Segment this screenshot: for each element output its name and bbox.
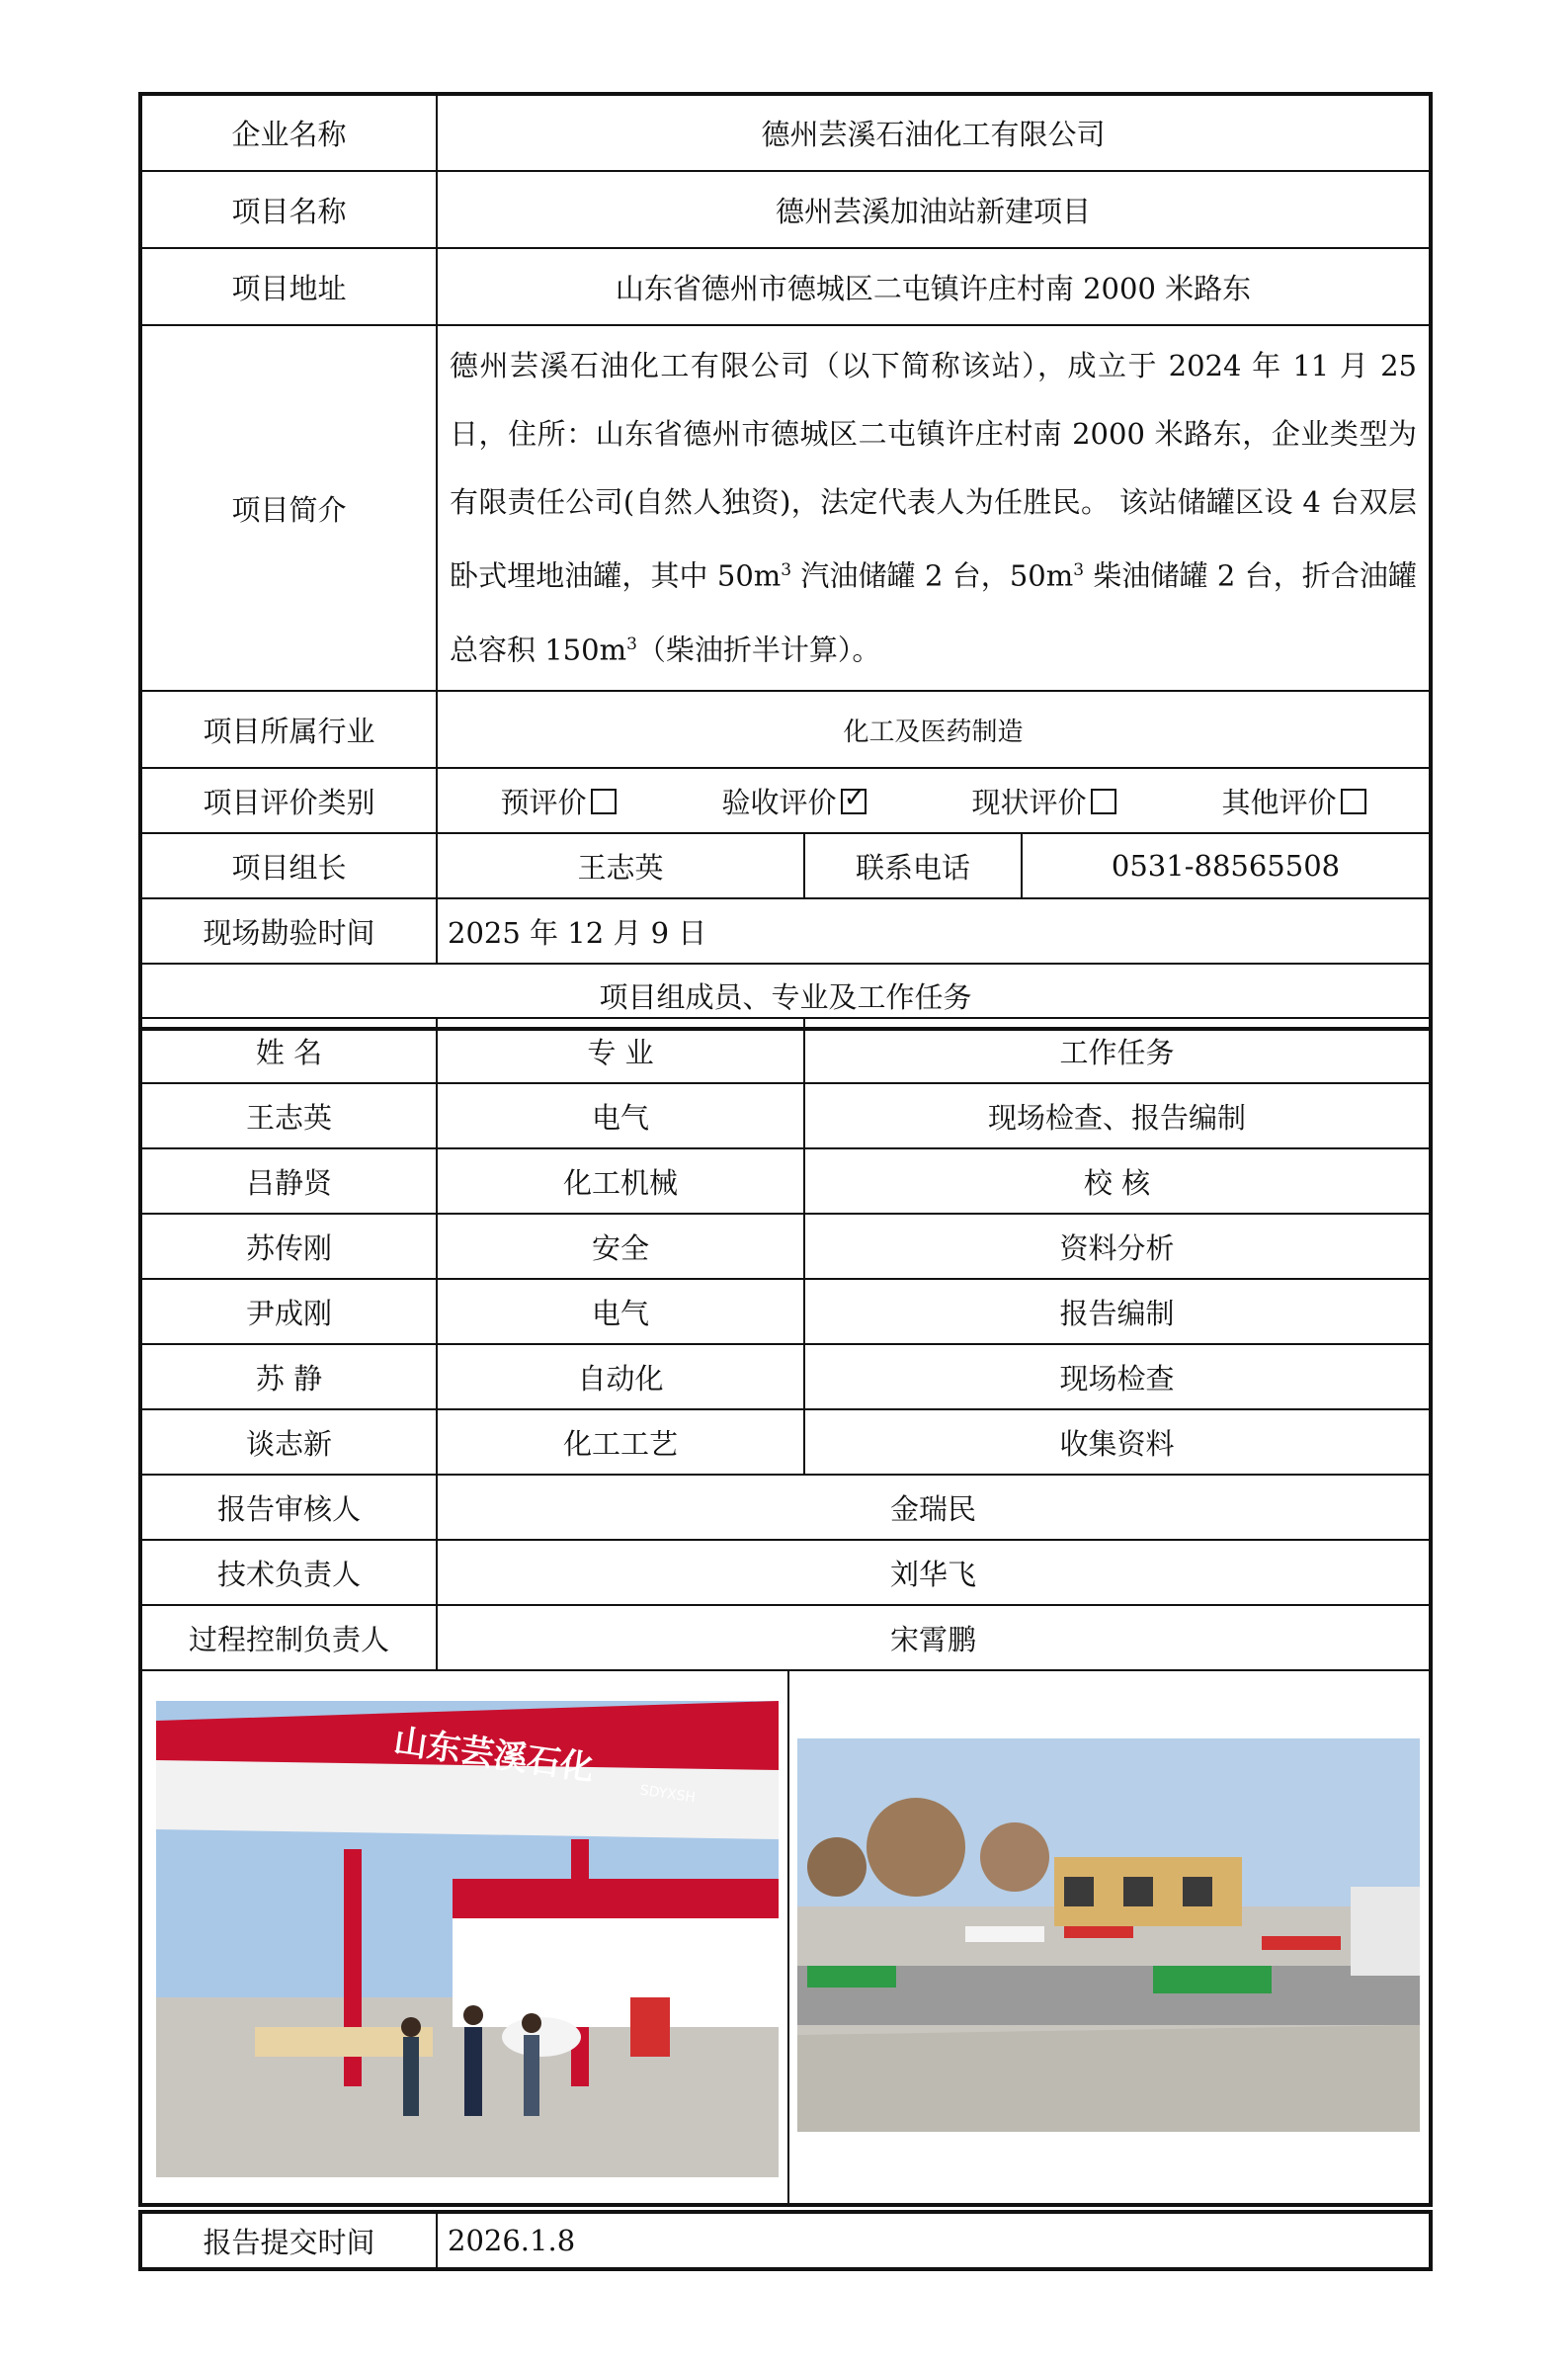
submit-table [138,2210,1433,2271]
header-task: 工作任务 [804,1018,1431,1083]
station-sign-sub: SDYXSH [638,1782,697,1807]
photos-table [138,1669,1433,2207]
intro-part-4: （柴油折半计算）。 [636,633,881,667]
member-task: 报告编制 [804,1279,1431,1344]
phone-label: 联系电话 [804,833,1022,898]
member-name: 苏传刚 [140,1214,437,1279]
intro-sup-2: 3 [1073,560,1085,580]
info-table [138,92,1433,1031]
tank-area-photo [797,1738,1420,2132]
checkbox-icon [1091,789,1116,814]
member-task: 校 核 [804,1148,1431,1214]
category-option-label: 验收评价 [721,785,837,819]
submit-label: 报告提交时间 [140,2212,437,2269]
intro-sup-3: 3 [626,634,637,654]
photos-row [140,1670,1431,2205]
member-task: 现场检查、报告编制 [804,1083,1431,1148]
member-major: 安全 [437,1214,804,1279]
intro-part-2: 汽油储罐 2 台，50m [791,558,1074,593]
gas-station-photo [156,1701,779,2177]
tech-value: 刘华飞 [437,1540,1431,1605]
photo-cell-left [140,1670,788,2205]
member-task: 现场检查 [804,1344,1431,1409]
address-label: 项目地址 [140,248,437,325]
row-project [140,171,1431,248]
member-name: 苏 静 [140,1344,437,1409]
members-title: 项目组成员、专业及工作任务 [140,964,1431,1029]
project-label: 项目名称 [140,171,437,248]
tech-label: 技术负责人 [140,1540,437,1605]
address-value: 山东省德州市德城区二屯镇许庄村南 2000 米路东 [437,248,1431,325]
row-survey [140,898,1431,964]
process-label: 过程控制负责人 [140,1605,437,1670]
table-row [140,1344,1431,1409]
member-major: 化工工艺 [437,1409,804,1475]
member-task: 收集资料 [804,1409,1431,1475]
checkbox-icon [1341,789,1366,814]
row-process [140,1605,1431,1670]
category-label: 项目评价类别 [140,768,437,833]
project-value: 德州芸溪加油站新建项目 [437,171,1431,248]
member-name: 谈志新 [140,1409,437,1475]
member-major: 自动化 [437,1344,804,1409]
leader-value: 王志英 [437,833,804,898]
reviewer-label: 报告审核人 [140,1475,437,1540]
reviewer-value: 金瑞民 [437,1475,1431,1540]
member-major: 化工机械 [437,1148,804,1214]
table-row [140,1214,1431,1279]
table-row [140,1083,1431,1148]
row-intro [140,325,1431,691]
intro-sup-1: 3 [781,560,792,580]
industry-value: 化工及医药制造 [437,691,1431,768]
header-name: 姓 名 [140,1018,437,1083]
phone-value: 0531-88565508 [1022,833,1431,898]
member-name: 吕静贤 [140,1148,437,1214]
table-row [140,1409,1431,1475]
category-option-label: 现状评价 [971,785,1087,819]
leader-label: 项目组长 [140,833,437,898]
table-row [140,1279,1431,1344]
intro-text [437,325,1431,691]
row-company [140,94,1431,171]
members-table [138,1017,1433,1476]
company-label: 企业名称 [140,94,437,171]
station-sign: 山东芸溪石化 [390,1721,597,1789]
member-name: 王志英 [140,1083,437,1148]
member-major: 电气 [437,1083,804,1148]
industry-label: 项目所属行业 [140,691,437,768]
category-option-pre[interactable] [500,781,616,821]
member-task: 资料分析 [804,1214,1431,1279]
category-option-status[interactable] [971,781,1115,821]
row-leader [140,833,1431,898]
checkbox-checked-icon [841,789,867,814]
member-major: 电气 [437,1279,804,1344]
process-value: 宋霄鹏 [437,1605,1431,1670]
category-option-label: 预评价 [500,785,587,819]
row-tech [140,1540,1431,1605]
table-row [140,1148,1431,1214]
category-option-acceptance[interactable] [721,781,866,821]
category-options [437,768,1431,833]
row-address [140,248,1431,325]
members-header-row [140,1018,1431,1083]
responsible-table [138,1474,1433,1671]
survey-value: 2025 年 12 月 9 日 [437,898,1431,964]
company-value: 德州芸溪石油化工有限公司 [437,94,1431,171]
checkbox-icon [591,789,617,814]
photo-cell-right [788,1670,1431,2205]
category-option-other[interactable] [1221,781,1365,821]
submit-value: 2026.1.8 [437,2212,1431,2269]
row-submit [140,2212,1431,2269]
category-option-label: 其他评价 [1221,785,1337,819]
row-category [140,768,1431,833]
intro-label: 项目简介 [140,325,437,691]
row-industry [140,691,1431,768]
survey-label: 现场勘验时间 [140,898,437,964]
header-major: 专 业 [437,1018,804,1083]
intro-part-1: 德州芸溪石油化工有限公司（以下简称该站），成立于 2024 年 11 月 25 日，住所：山东省德州市德城区二屯镇许庄村南 2000 米路东，企业类型为有限责任公司(自然人独资)，法定代表人为任胜民。 该站储罐区设 4 台双层卧式埋地油罐，其中 50m [450,349,1417,593]
intro-part-3: 柴油储罐 2 台，折合油罐总容积 150m [450,558,1417,667]
row-reviewer [140,1475,1431,1540]
member-name: 尹成刚 [140,1279,437,1344]
